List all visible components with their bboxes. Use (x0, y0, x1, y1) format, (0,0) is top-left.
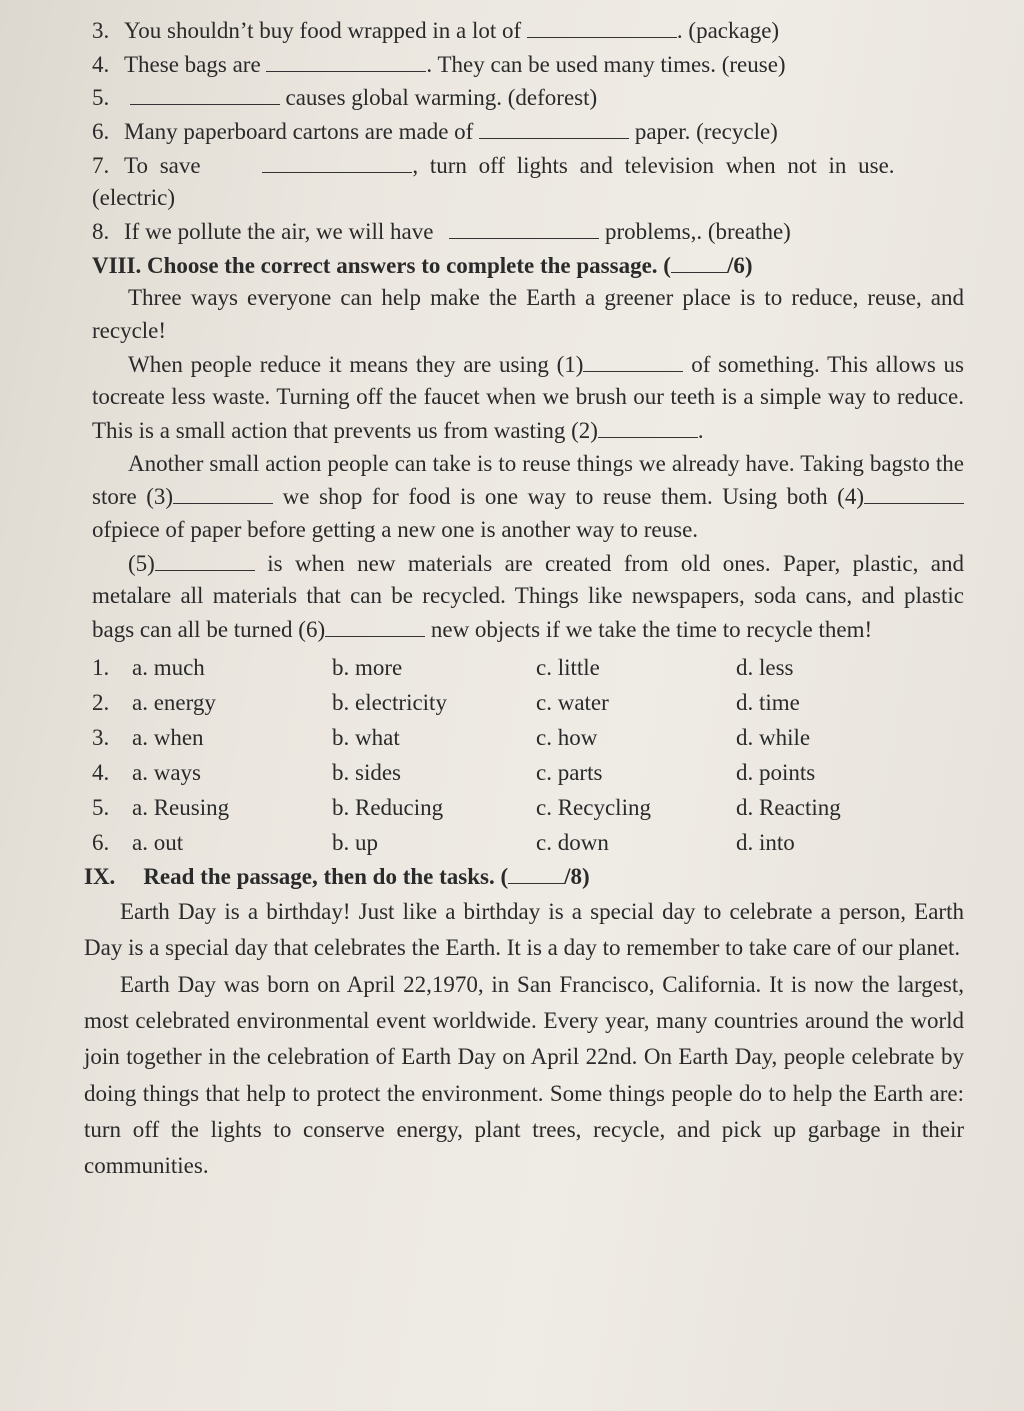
answer-blank[interactable] (598, 414, 698, 438)
section-8-title: VIII. Choose the correct answers to complete the passage. ( /6) (92, 249, 964, 283)
section-9 (84, 860, 964, 1184)
exercise-item: 4. These bags are . They can be used many times. (reuse) (92, 48, 964, 82)
passage-paragraph: (5) is when new materials are created from old ones. Paper, plastic, and metalare all materials that can be recycled. Things like newspapers, soda cans, and plastic bags can all be turned (6) new objects if we take the time to recycle them! (92, 547, 964, 647)
option-1b[interactable]: b. more (332, 655, 403, 681)
option-2b[interactable]: b. electricity (332, 690, 447, 716)
option-4c[interactable]: c. parts (536, 760, 603, 786)
exercise-item: 8. If we pollute the air, we will have problems,. (breathe) (92, 215, 964, 249)
passage-paragraph: Three ways everyone can help make the Earth a greener place is to reduce, reuse, and recycle! (92, 285, 964, 343)
section-9-title: IX. Read the passage, then do the tasks. ( /8) (84, 860, 964, 894)
answer-blank[interactable] (173, 480, 273, 504)
answer-blank[interactable] (155, 547, 255, 571)
option-6c[interactable]: c. down (536, 830, 609, 856)
answer-blank[interactable] (449, 215, 599, 239)
score-blank[interactable] (508, 860, 564, 884)
answer-options-grid: 1. a. much b. more c. little d. less 2. a. energy b. electricity c. water d. time 3. a. when b. what c. how d. while 4. a. ways b. sides c. parts d. points 5. a. Reusing b. Reducing c. Recycling d. Reacting 6. a. out b. up c. down d. into (92, 650, 964, 860)
option-6b[interactable]: b. up (332, 830, 378, 856)
answer-blank[interactable] (262, 149, 412, 173)
score-blank[interactable] (671, 249, 727, 273)
option-3c[interactable]: c. how (536, 725, 598, 751)
option-4a[interactable]: a. ways (132, 760, 201, 786)
option-5c[interactable]: c. Recycling (536, 795, 651, 821)
exercise-item: 5. causes global warming. (deforest) (92, 81, 964, 115)
answer-blank[interactable] (479, 115, 629, 139)
passage-paragraph: Earth Day was born on April 22,1970, in San Francisco, California. It is now the largest, most celebrated environmental event worldwide. Every year, many countries around the world join together in the celebration of Earth Day on April 22nd. On Earth Day, people celebrate by doing things that help to protect the environment. Some things people do to help the Earth are: turn off the lights to conserve energy, plant trees, recycle, and pick up garbage in their communities. (84, 971, 964, 1179)
answer-blank[interactable] (864, 480, 964, 504)
exercise-item: 3. You shouldn’t buy food wrapped in a lot of . (package) (92, 14, 964, 48)
option-5a[interactable]: a. Reusing (132, 795, 230, 821)
passage-paragraph: When people reduce it means they are using (1) of something. This allows us tocreate less waste. Turning off the faucet when we brush our teeth is a simple way to reduce. This is a small action that prevents us from wasting (2) . (92, 348, 964, 448)
exercise-item: 7. To save , turn off lights and television when not in use. (92, 149, 964, 183)
option-3d[interactable]: d. while (736, 725, 811, 751)
passage-paragraph: Another small action people can take is to reuse things we already have. Taking bagsto the store (3) we shop for food is one way to reuse them. Using both (4) ofpiece of paper before getting a new one is another way to reuse. (92, 450, 964, 542)
option-2c[interactable]: c. water (536, 690, 609, 716)
option-1d[interactable]: d. less (736, 655, 794, 681)
option-1c[interactable]: c. little (536, 655, 600, 681)
option-1a[interactable]: a. much (132, 655, 205, 681)
exercise-7-list (92, 14, 964, 249)
answer-blank[interactable] (527, 14, 677, 38)
answer-blank[interactable] (325, 613, 425, 637)
option-2a[interactable]: a. energy (132, 690, 216, 716)
passage-paragraph: Earth Day is a birthday! Just like a birthday is a special day to celebrate a person, Earth Day is a special day that celebrates the Earth. It is a day to remember to take care of our planet. (84, 899, 964, 961)
answer-blank[interactable] (130, 81, 280, 105)
option-5b[interactable]: b. Reducing (332, 795, 444, 821)
option-6a[interactable]: a. out (132, 830, 184, 856)
option-6d[interactable]: d. into (736, 830, 795, 856)
exercise-item: 6. Many paperboard cartons are made of paper. (recycle) (92, 115, 964, 149)
option-3a[interactable]: a. when (132, 725, 204, 751)
exercise-item-wrap: (electric) (92, 185, 175, 211)
answer-blank[interactable] (266, 48, 426, 72)
answer-blank[interactable] (583, 348, 683, 372)
option-4b[interactable]: b. sides (332, 760, 401, 786)
option-5d[interactable]: d. Reacting (736, 795, 841, 821)
option-2d[interactable]: d. time (736, 690, 800, 716)
option-4d[interactable]: d. points (736, 760, 816, 786)
option-3b[interactable]: b. what (332, 725, 400, 751)
